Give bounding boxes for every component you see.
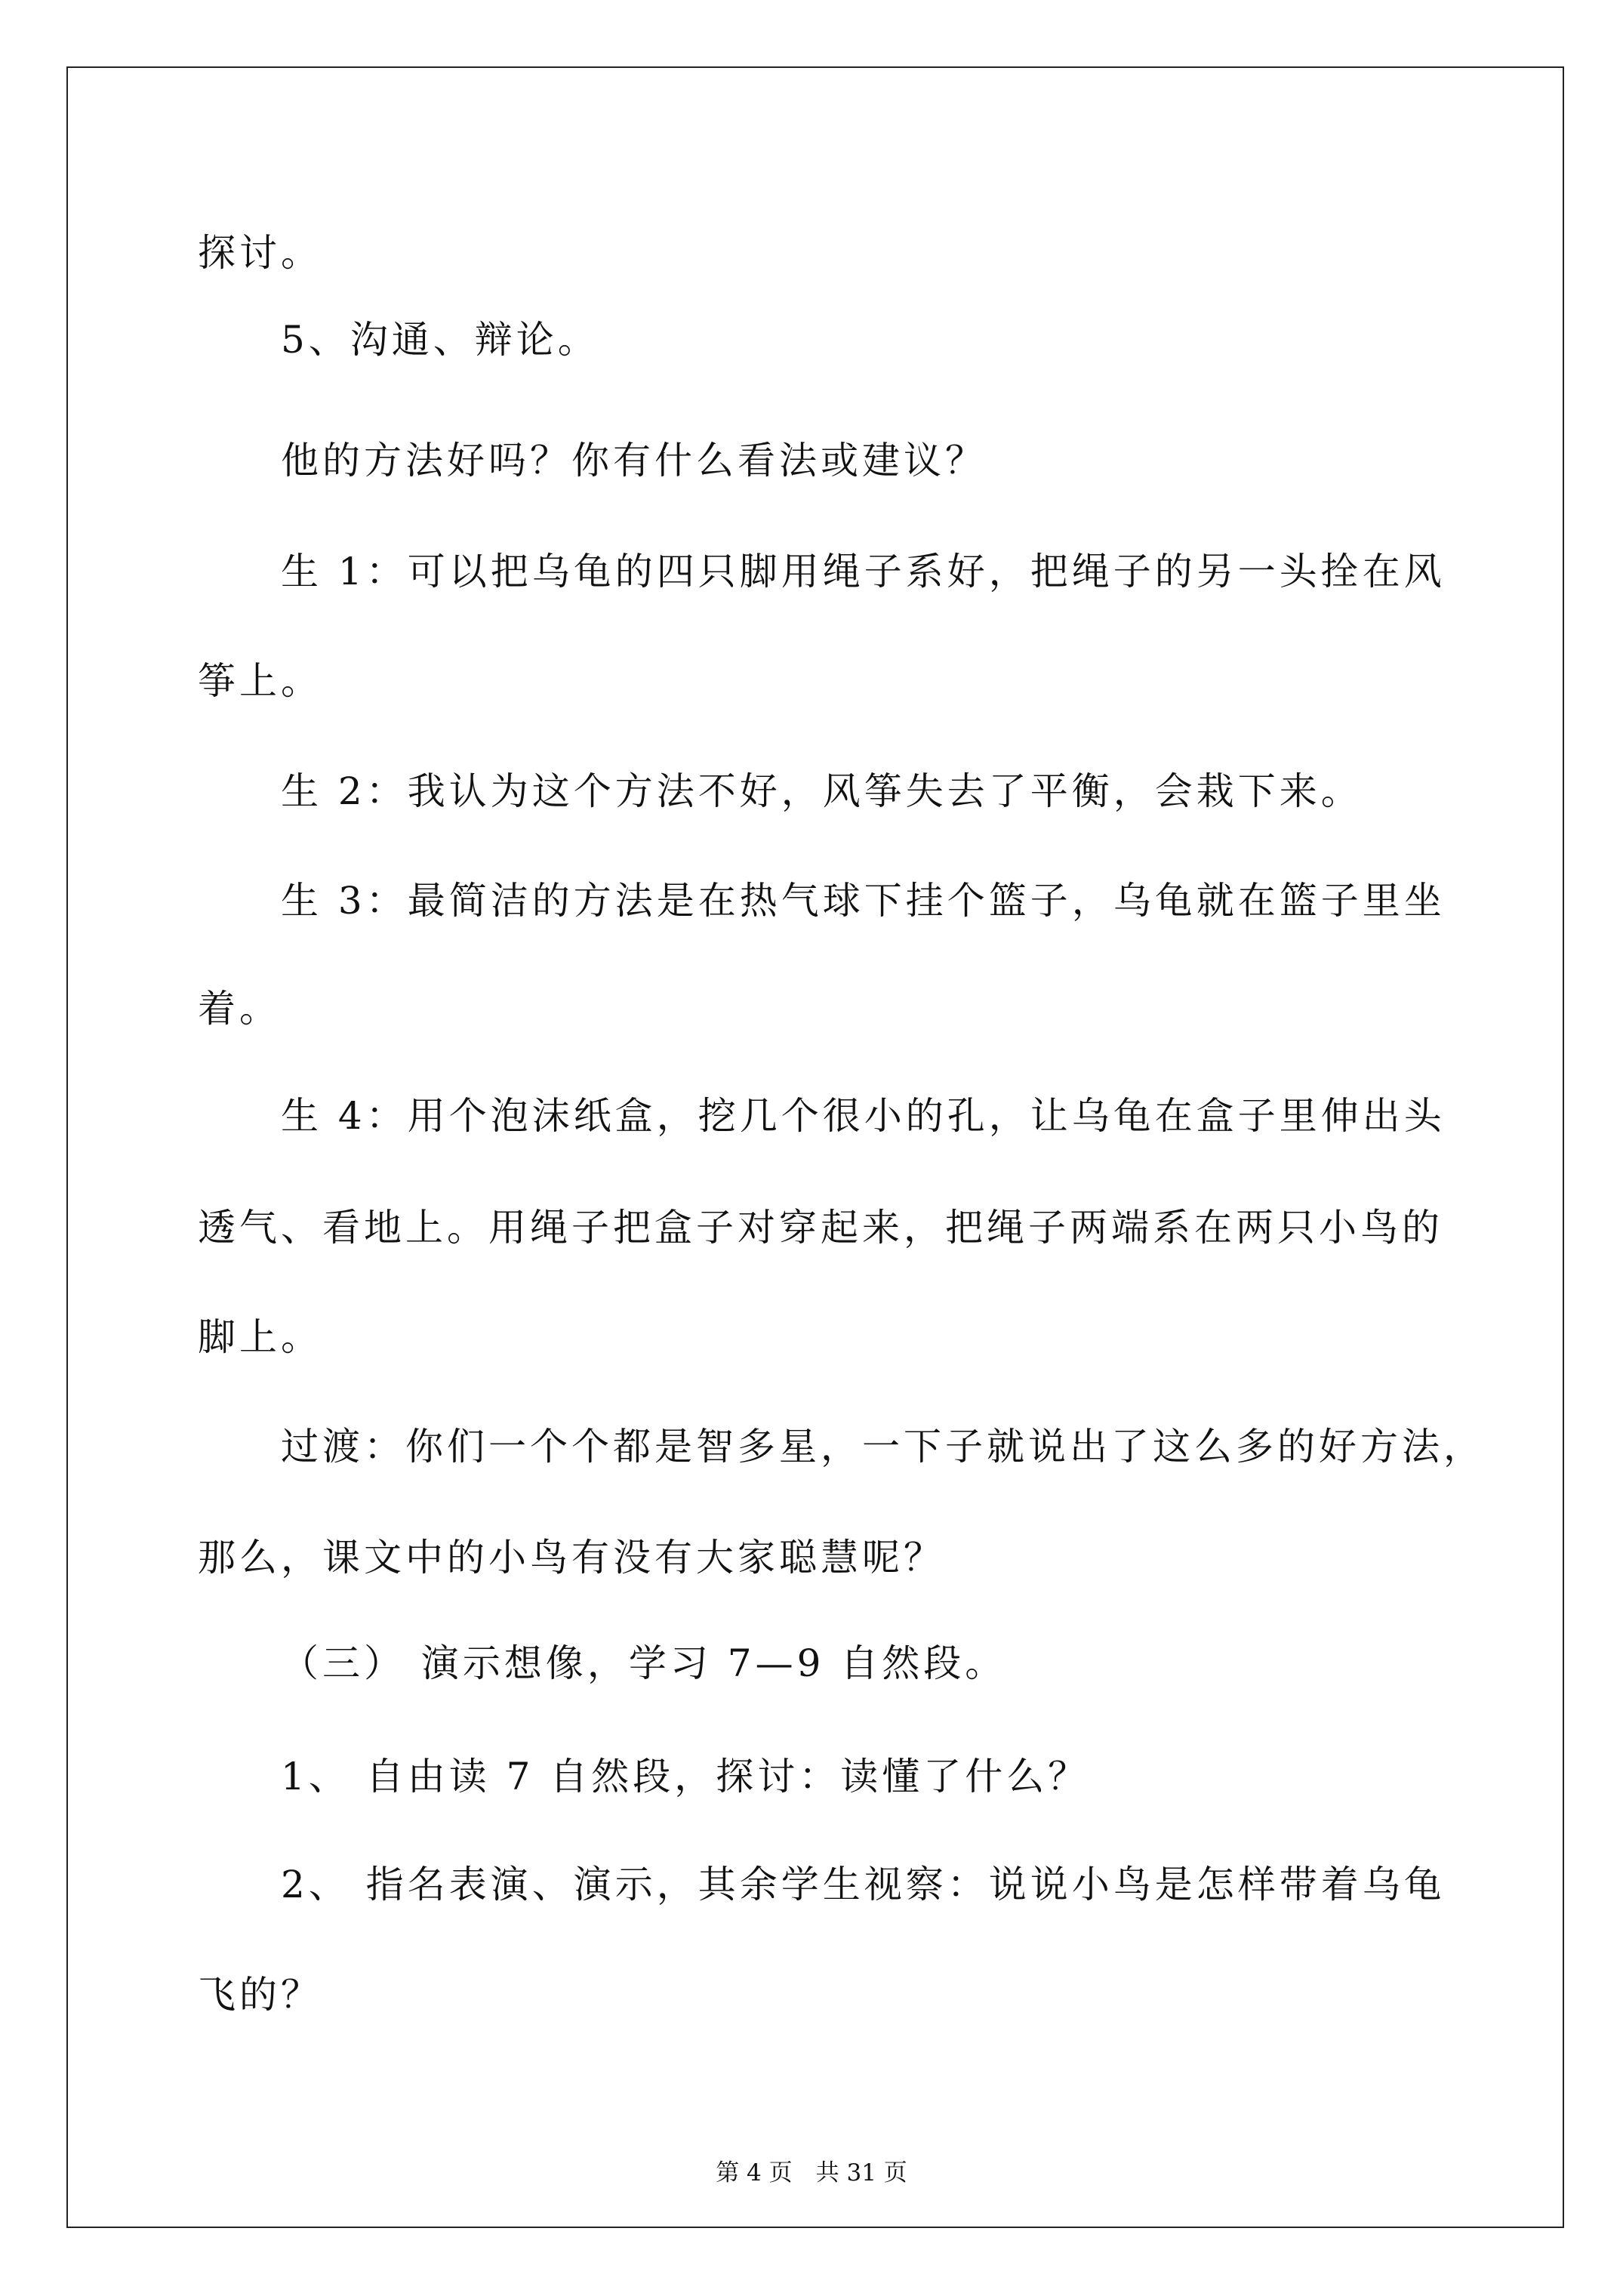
- text-line-13: 那么，课文中的小鸟有没有大家聪慧呢？: [198, 1536, 945, 1579]
- text-line-7: 生 3：最简洁的方法是在热气球下挂个篮子，乌龟就在篮子里坐: [281, 879, 1446, 923]
- text-line-6: 生 2：我认为这个方法不好，风筝失去了平衡，会栽下来。: [281, 769, 1363, 813]
- text-line-5: 筝上。: [198, 659, 322, 703]
- text-line-1: 探讨。: [198, 231, 322, 275]
- text-line-4: 生 1：可以把乌龟的四只脚用绳子系好，把绳子的另一头拴在风: [281, 550, 1446, 593]
- text-line-17: 飞的？: [198, 1973, 322, 2017]
- text-line-2: 5、沟通、辩论。: [281, 318, 599, 362]
- text-line-12: 过渡：你们一个个都是智多星，一下子就说出了这么多的好方法，: [281, 1425, 1485, 1469]
- text-line-16: 2、 指名表演、演示，其余学生视察：说说小鸟是怎样带着乌龟: [281, 1863, 1446, 1906]
- text-line-10: 透气、看地上。用绳子把盒子对穿起来，把绳子两端系在两只小鸟的: [198, 1206, 1443, 1250]
- text-line-9: 生 4：用个泡沫纸盒，挖几个很小的孔，让乌龟在盒子里伸出头: [281, 1094, 1446, 1138]
- text-line-3: 他的方法好吗？你有什么看法或建议？: [281, 439, 987, 482]
- text-line-11: 脚上。: [198, 1315, 322, 1359]
- text-line-8: 着。: [198, 987, 281, 1031]
- text-line-14: （三） 演示想像，学习 7—9 自然段。: [281, 1641, 1007, 1685]
- page-footer: 第 4 页 共 31 页: [716, 2159, 907, 2187]
- text-line-15: 1、 自由读 7 自然段，探讨：读懂了什么？: [281, 1755, 1090, 1798]
